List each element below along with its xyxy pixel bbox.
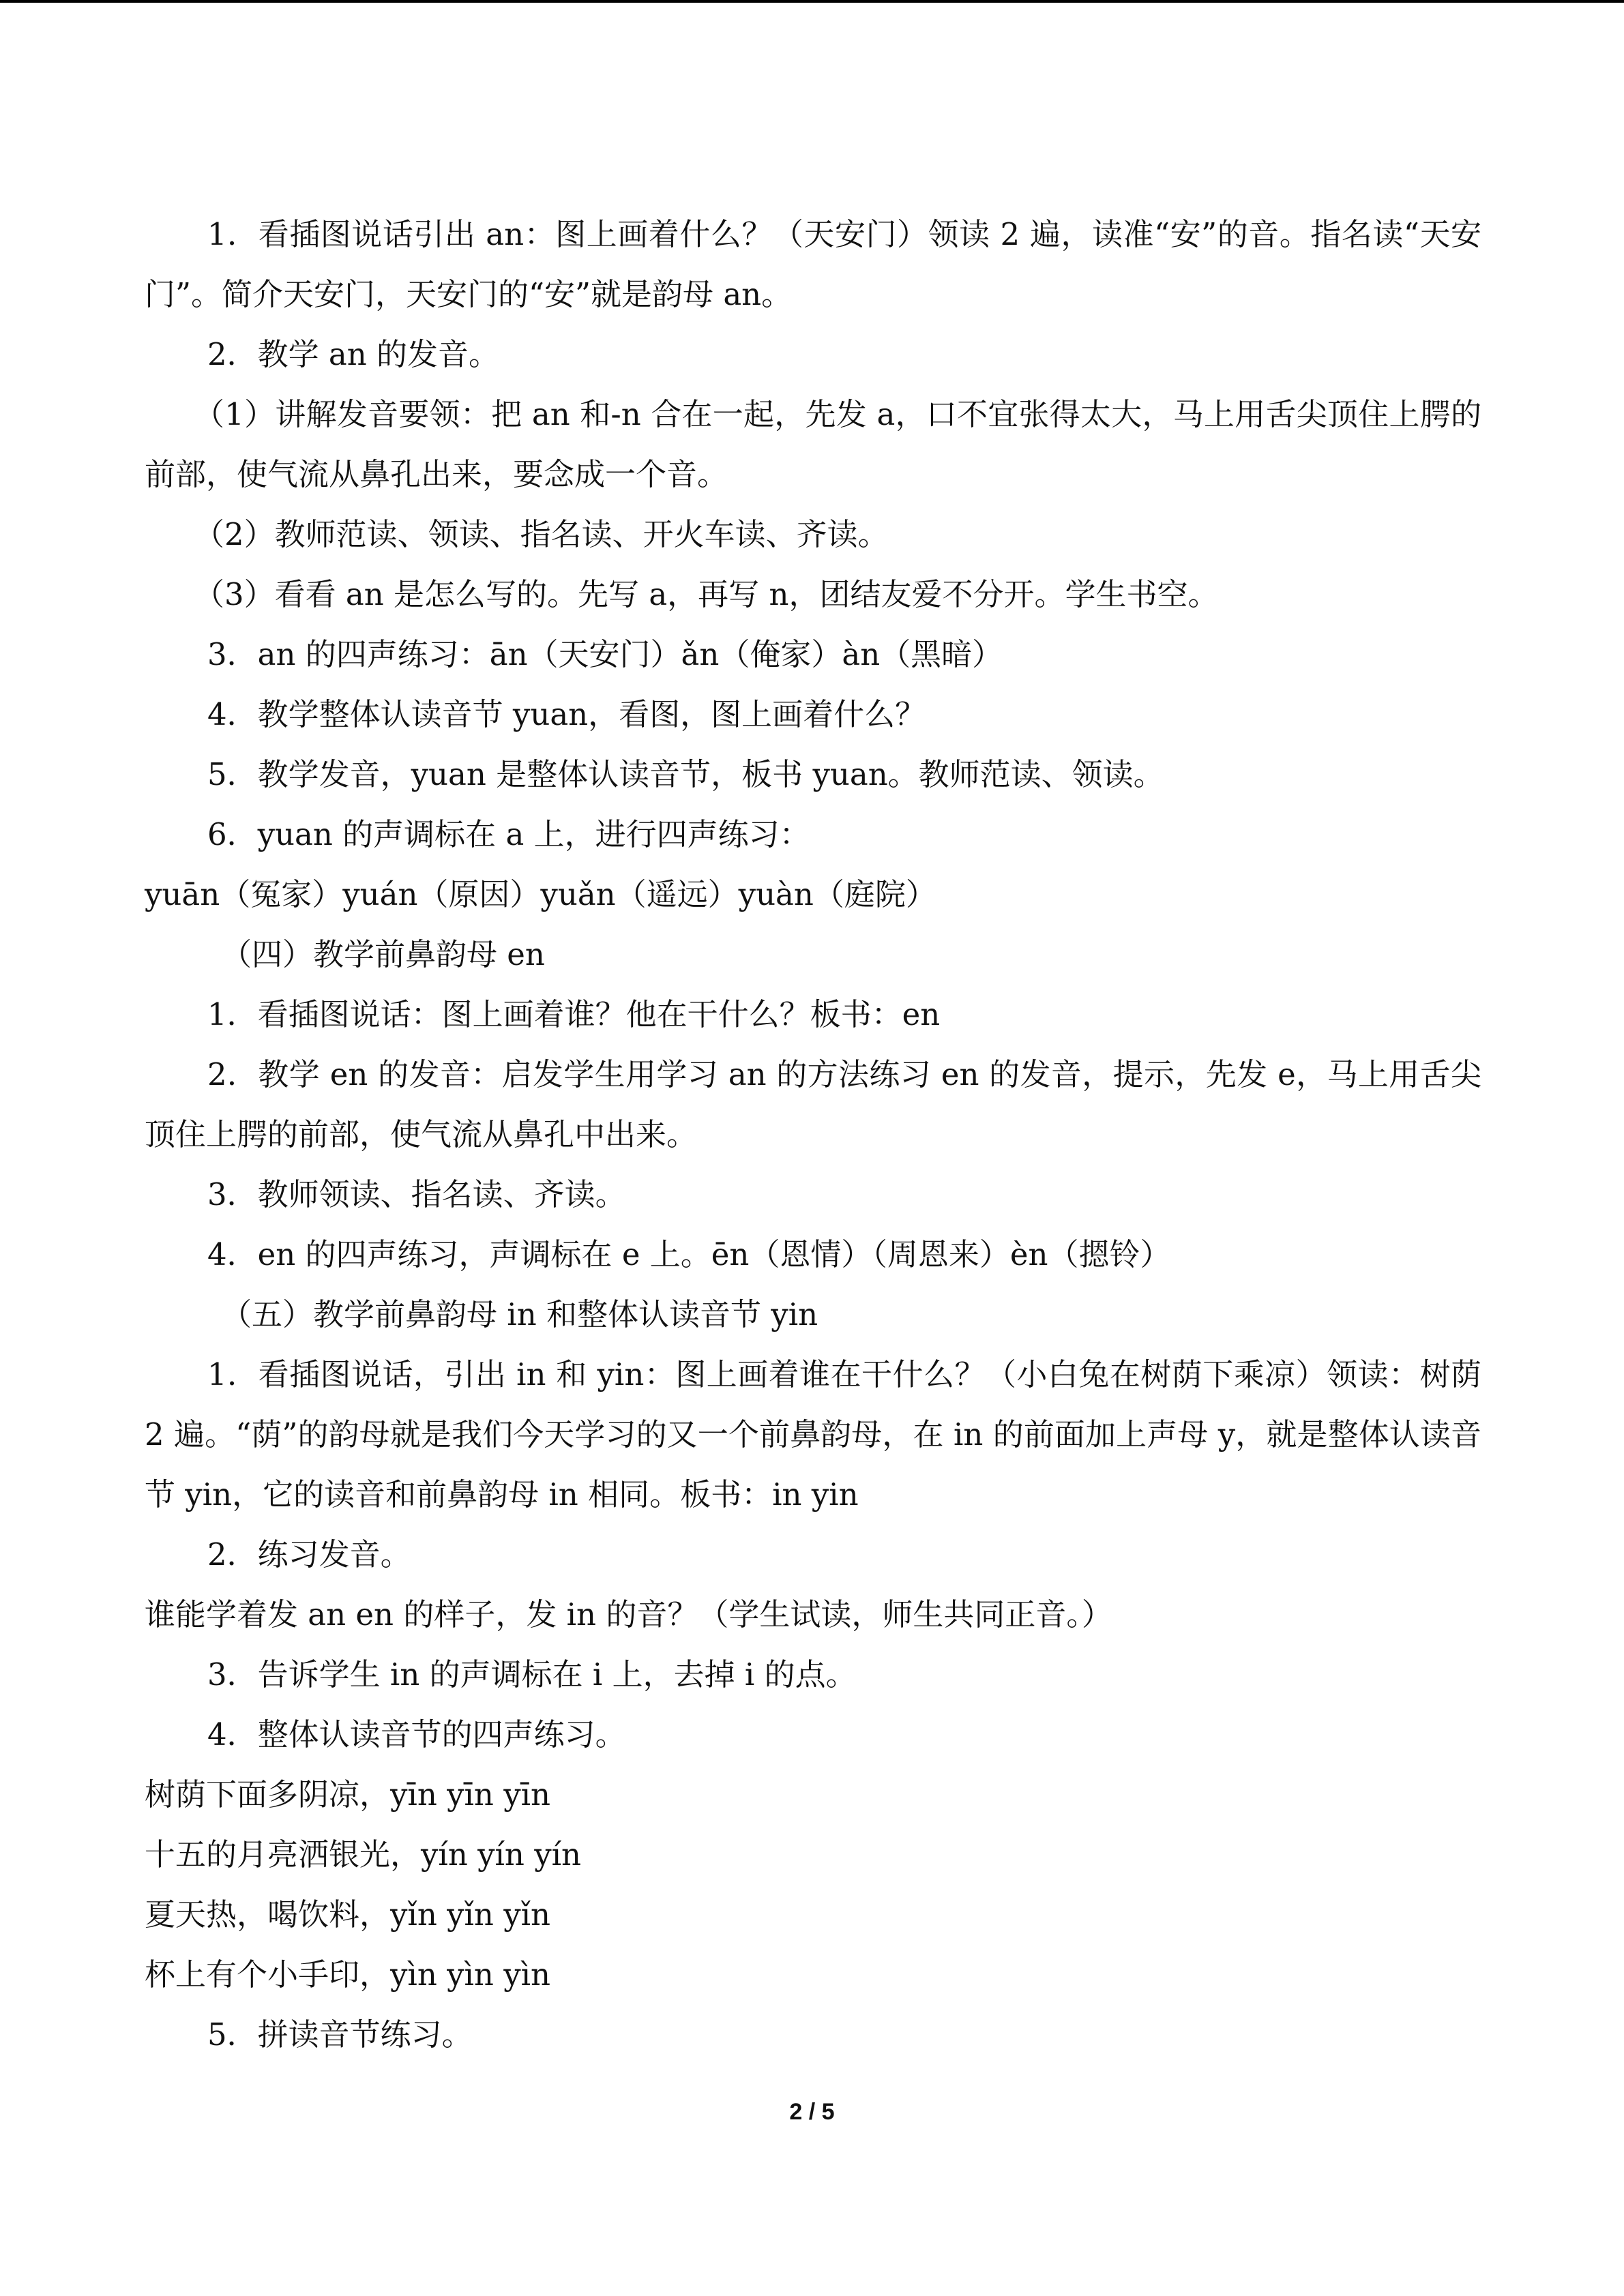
paragraph: 1．看插图说话引出 an：图上画着什么？（天安门）领读 2 遍，读准“安”的音。指名读“天安门”。简介天安门，天安门的“安”就是韵母 an。 xyxy=(145,216,1481,312)
top-border-line xyxy=(0,0,1624,3)
paragraph: 4．教学整体认读音节 yuan，看图，图上画着什么？ xyxy=(207,696,926,732)
paragraph: yuān（冤家）yuán（原因）yuǎn（遥远）yuàn（庭院） xyxy=(145,876,936,912)
section-heading: （四）教学前鼻韵母 en xyxy=(221,936,545,972)
paragraph: 1．看插图说话：图上画着谁？他在干什么？板书：en xyxy=(207,996,941,1032)
paragraph: 1．看插图说话，引出 in 和 yin：图上画着谁在干什么？（小白兔在树荫下乘凉）领读：树荫 2 遍。“荫”的韵母就是我们今天学习的又一个前鼻韵母，在 in 的前面加上声母 y，就是整体认读音节 yin，它的读音和前鼻韵母 in 相同。板书：in yin xyxy=(145,1356,1481,1512)
paragraph: 3．教师领读、指名读、齐读。 xyxy=(207,1176,626,1212)
paragraph: 2．练习发音。 xyxy=(207,1536,411,1572)
paragraph: 3．告诉学生 in 的声调标在 i 上，去掉 i 的点。 xyxy=(207,1656,857,1693)
rhyme-line: 杯上有个小手印，yìn yìn yìn xyxy=(145,1956,550,1993)
paragraph: （1）讲解发音要领：把 an 和-n 合在一起，先发 a，口不宜张得太大，马上用舌尖顶住上腭的前部，使气流从鼻孔出来，要念成一个音。 xyxy=(145,396,1481,492)
paragraph: 4．整体认读音节的四声练习。 xyxy=(207,1716,626,1753)
paragraph: （2）教师范读、领读、指名读、开火车读、齐读。 xyxy=(194,516,889,552)
document-body xyxy=(145,205,1481,2065)
section-heading: （五）教学前鼻韵母 in 和整体认读音节 yin xyxy=(221,1296,818,1332)
rhyme-line: 树荫下面多阴凉，yīn yīn yīn xyxy=(145,1776,550,1813)
paragraph: 5．教学发音，yuan 是整体认读音节，板书 yuan。教师范读、领读。 xyxy=(207,756,1164,792)
paragraph: 6．yuan 的声调标在 a 上，进行四声练习： xyxy=(207,816,810,852)
page-number: 2 / 5 xyxy=(789,2099,835,2125)
rhyme-line: 十五的月亮洒银光，yín yín yín xyxy=(145,1836,581,1873)
paragraph: 3．an 的四声练习：ān（天安门）ǎn（俺家）àn（黑暗） xyxy=(207,636,1003,672)
paragraph: 2．教学 an 的发音。 xyxy=(207,336,500,372)
paragraph: （3）看看 an 是怎么写的。先写 a，再写 n，团结友爱不分开。学生书空。 xyxy=(194,576,1219,612)
paragraph: 2．教学 en 的发音：启发学生用学习 an 的方法练习 en 的发音，提示，先发 e，马上用舌尖顶住上腭的前部，使气流从鼻孔中出来。 xyxy=(145,1056,1481,1152)
paragraph: 谁能学着发 an en 的样子，发 in 的音？（学生试读，师生共同正音。） xyxy=(145,1596,1112,1632)
paragraph: 5．拼读音节练习。 xyxy=(207,2016,473,2053)
paragraph: 4．en 的四声练习，声调标在 e 上。ēn（恩情）（周恩来）èn（摁铃） xyxy=(207,1236,1171,1272)
rhyme-line: 夏天热，喝饮料，yǐn yǐn yǐn xyxy=(145,1896,550,1933)
